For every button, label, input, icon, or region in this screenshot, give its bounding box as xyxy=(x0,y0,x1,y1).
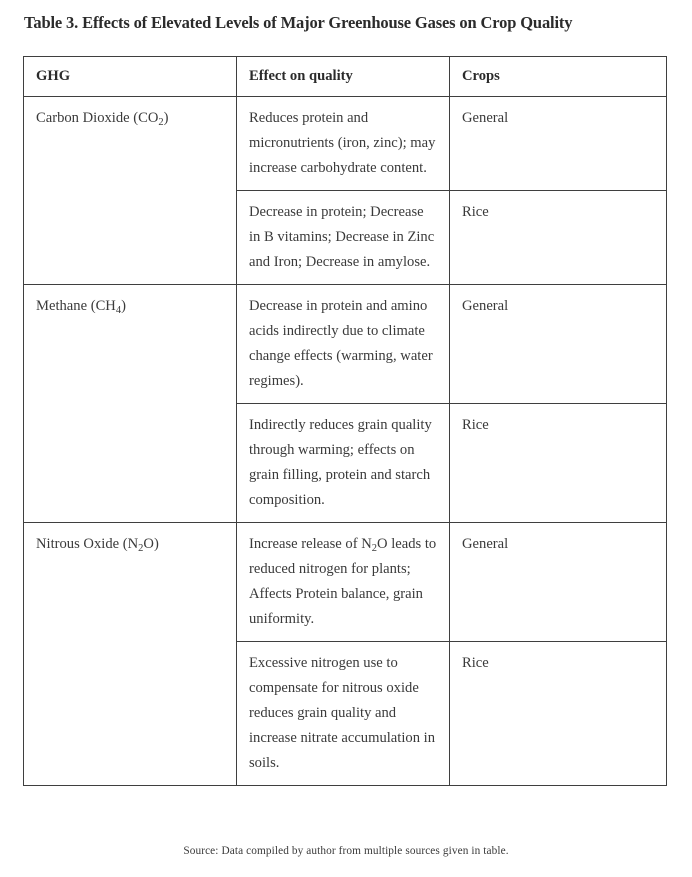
effect-cell: Excessive nitrogen use to compensate for nitrous oxide reduces grain quality and increase nitrate accumulation in soils. xyxy=(237,642,450,786)
effect-cell: Decrease in protein and amino acids indirectly due to climate change effects (warming, water regimes). xyxy=(237,285,450,404)
crop-cell: General xyxy=(450,285,667,404)
ghg-label-suffix: ) xyxy=(121,298,126,314)
table-header xyxy=(24,57,667,97)
effect-cell xyxy=(237,523,450,642)
crop-cell: Rice xyxy=(450,642,667,786)
ghg-label-text: Carbon Dioxide (CO xyxy=(36,110,159,126)
crop-cell: General xyxy=(450,523,667,642)
effect-text-subscript: 2 xyxy=(371,542,377,554)
column-header-ghg: GHG xyxy=(24,57,237,97)
effect-cell: Indirectly reduces grain quality through warming; effects on grain filling, protein and starch composition. xyxy=(237,404,450,523)
ghg-label-text: Methane (CH xyxy=(36,298,116,314)
ghg-cell-methane xyxy=(24,285,237,523)
table-header-row xyxy=(24,57,667,97)
ghg-label-suffix: O) xyxy=(143,536,159,552)
table-row xyxy=(24,285,667,404)
source-note: Source: Data compiled by author from multiple sources given in table. xyxy=(183,845,509,857)
effect-cell: Decrease in protein; Decrease in B vitamins; Decrease in Zinc and Iron; Decrease in amylose. xyxy=(237,191,450,285)
effect-text-prefix: Increase release of N xyxy=(249,536,372,552)
ghg-cell-carbon-dioxide xyxy=(24,97,237,285)
table-row xyxy=(24,523,667,642)
greenhouse-gas-crop-quality-table xyxy=(23,56,667,786)
crop-cell: Rice xyxy=(450,191,667,285)
ghg-label-subscript: 2 xyxy=(158,116,164,128)
effect-cell: Reduces protein and micronutrients (iron, zinc); may increase carbohydrate content. xyxy=(237,97,450,191)
ghg-label-subscript: 2 xyxy=(138,542,144,554)
page-title: Table 3. Effects of Elevated Levels of Major Greenhouse Gases on Crop Quality xyxy=(24,13,573,32)
ghg-label-suffix: ) xyxy=(163,110,169,126)
crop-cell: Rice xyxy=(450,404,667,523)
column-header-effect-on-quality: Effect on quality xyxy=(237,57,450,97)
table-container xyxy=(23,56,666,786)
ghg-label-subscript: 4 xyxy=(115,304,122,316)
ghg-label-text: Nitrous Oxide (N xyxy=(36,536,139,552)
column-header-crops: Crops xyxy=(450,57,667,97)
table-row xyxy=(24,97,667,191)
table-body xyxy=(24,97,667,786)
effect-text-suffix: O leads to reduced nitrogen for plants; Affects Protein balance, grain uniformity. xyxy=(249,536,437,627)
crop-cell: General xyxy=(450,97,667,191)
ghg-cell-nitrous-oxide xyxy=(24,523,237,786)
